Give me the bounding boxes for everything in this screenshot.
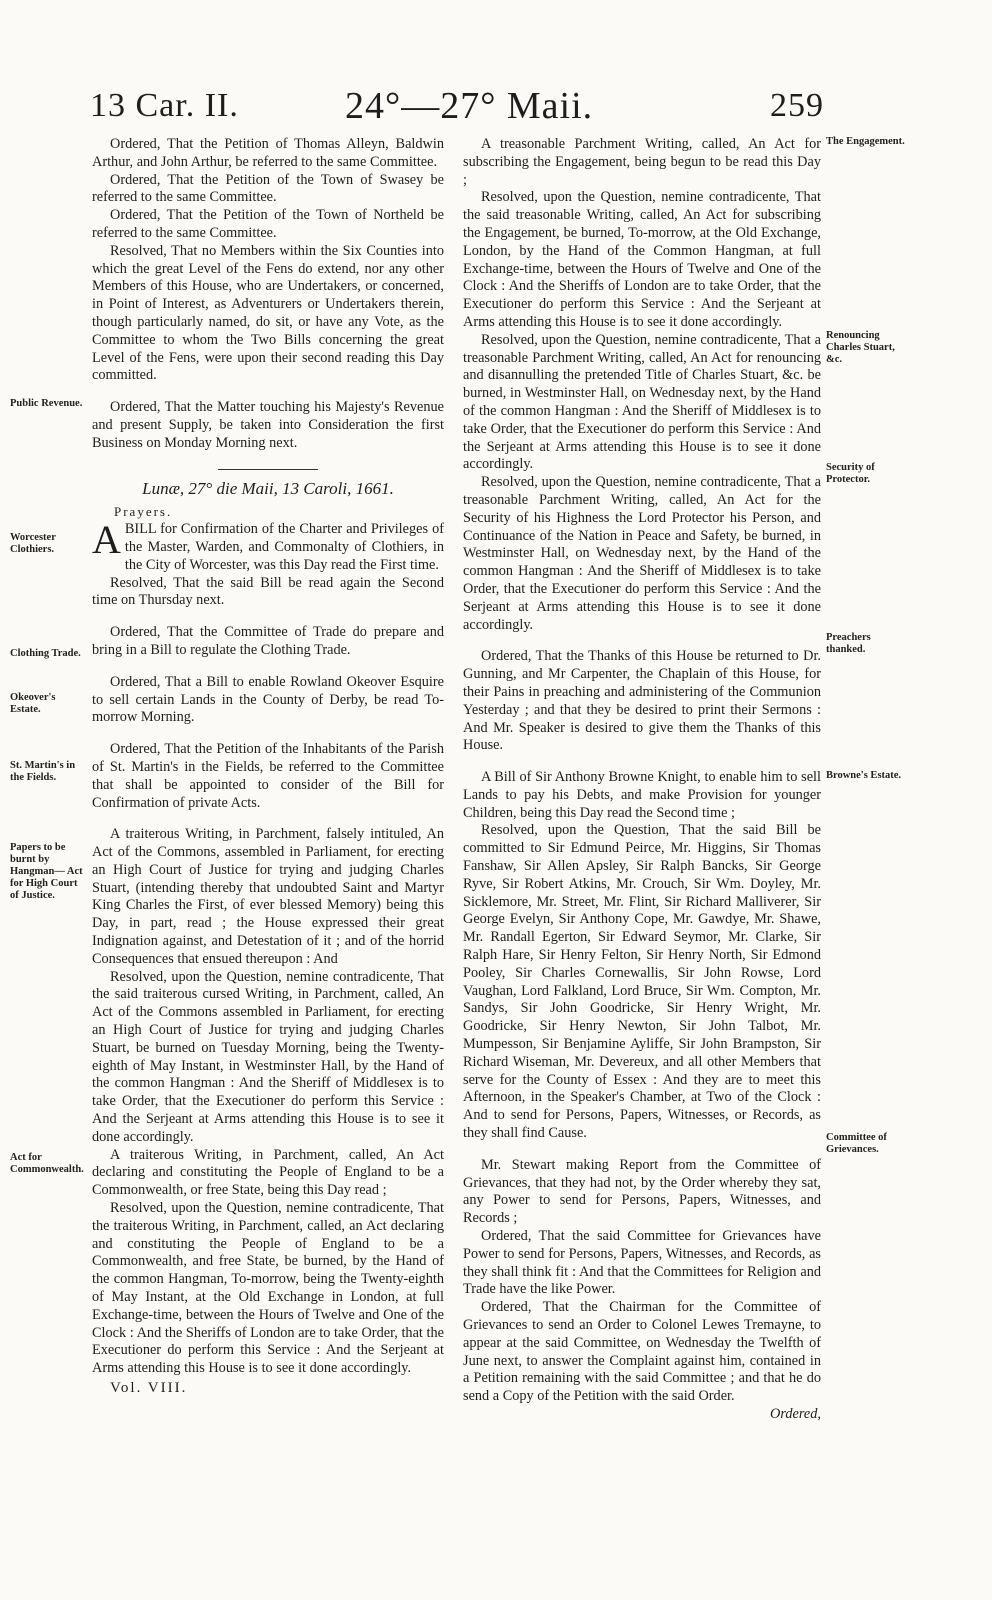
- paragraph: Ordered, That the Petition of Thomas Alleyn, Baldwin Arthur, and John Arthur, be referred to the same Committee.: [92, 136, 444, 170]
- paragraph: [92, 517, 444, 574]
- right-column: [463, 136, 821, 1424]
- paragraph: Ordered, That the Petition of the Town of Northeld be referred to the same Committee.: [92, 207, 444, 241]
- paragraph: Mr. Stewart making Report from the Committee of Grievances, that they had not, by the Order whereby they sat, any Power to send for Persons, Papers, Witnesses, and Records ;: [463, 1156, 821, 1227]
- prayers-heading: Prayers.: [114, 504, 173, 520]
- paragraph: Ordered, That a Bill to enable Rowland Okeover Esquire to sell certain Lands in the County of Derby, be read To-morrow Morning.: [92, 673, 444, 726]
- paragraph: Resolved, That the said Bill be read again the Second time on Thursday next.: [92, 574, 444, 609]
- paragraph: Ordered, That the Thanks of this House be returned to Dr. Gunning, and Mr Carpenter, the Chaplain of this House, for their Pains in preaching and administering of the Communion Yesterday ; and that they be desired to print their Sermons : And Mr. Speaker is desired to give them the Thanks of this House.: [463, 648, 821, 754]
- paragraph: Ordered, That the Petition of the Inhabitants of the Parish of St. Martin's in the Fields, be referred to the Committee that shall be appointed to consider of the Bill for Confirmation of private Acts.: [92, 741, 444, 811]
- paragraph: Resolved, upon the Question, nemine contradicente, That the traiterous Writing, in Parchment, called, an Act declaring and constituting the People of England to be a Commonwealth, and free State, be burned, by the Hand of the common Hangman, To-morrow, being the Twenty-eighth of May Instant, at the Old Exchange in London, at full Exchange-time, between the Hours of Twelve and One of the Clock : And the Sheriffs of London are to take Order, that the Executioner do perform this Service : And the Serjeant at Arms attending this House is to see it done accordingly.: [92, 1200, 444, 1377]
- catchword-text: Ordered,: [770, 1405, 821, 1422]
- page-number: 259: [770, 87, 824, 124]
- running-head-dates: 24°—27° Maii.: [345, 85, 594, 127]
- paragraph: Resolved, upon the Question, nemine contradicente, That a treasonable Parchment Writing, called, An Act for the Security of his Highness the Lord Protector his Person, and Continuance of the Nation in Peace and Safety, be burned, in Westminster Hall, on Wednesday next, by the Hand of the common Hangman : And the Sheriff of Middlesex is to take Order, that the Executioner do perform this Service : And the Serjeant at Arms attending this House is to see it done accordingly.: [463, 474, 821, 633]
- paragraph: Ordered, That the Petition of the Town of Swasey be referred to the same Committee.: [92, 171, 444, 206]
- volume-footer: Vol. VIII.: [110, 1380, 188, 1396]
- paragraph: Resolved, upon the Question, nemine contradicente, That the said traiterous cursed Writing, in Parchment, called, An Act of the Commons assembled in Parliament, for erecting an High Court of Justice for trying and judging Charles Stuart, be burned on Tuesday Morning, being the Twenty-eighth of May Instant, in Westminster Hall, by the Hand of the common Hangman : And the Sheriff of Middlesex is to take Order, that the Executioner do perform this Service : And the Serjeant at Arms attending this House is to see it done accordingly.: [92, 968, 444, 1145]
- margin-note-renouncing: Renouncing Charles Stuart, &c.: [826, 330, 895, 365]
- margin-note-grievances: Committee of Grievances.: [826, 1132, 887, 1155]
- paragraph: A traiterous Writing, in Parchment, called, An Act declaring and constituting the People of England to be a Commonwealth, or free State, being this Day read ;: [92, 1146, 444, 1199]
- margin-note-clothing-trade: Clothing Trade.: [10, 648, 81, 659]
- paragraph: Ordered, That the said Committee for Grievances have Power to send for Persons, Papers, Witnesses, and Records, as they shall think fit : And that the Committees for Religion and Trade have the like Power.: [463, 1228, 821, 1298]
- margin-note-commonwealth: Act for Commonwealth.: [10, 1152, 84, 1175]
- section-divider: [218, 469, 318, 470]
- paragraph: A traiterous Writing, in Parchment, falsely intituled, An Act of the Commons, assembled in Parliament, for erecting an High Court of Justice for trying and judging Charles Stuart, (intending thereby that undoubted Saint and Martyr King Charles the First, of ever blessed Memory) being this Day, in part, read ; the House expressed their great Indignation against, and Detestation of it ; and of the horrid Consequences that ensued thereupon : And: [92, 826, 444, 967]
- margin-note-browne-estate: Browne's Estate.: [826, 770, 902, 781]
- running-head-reign: 13 Car. II.: [90, 87, 239, 124]
- left-column: [92, 136, 444, 1398]
- paragraph-text: BILL for Confirmation of the Charter and Privileges of the Master, Warden, and Commonalty of Clothiers, in the City of Worcester, was this Day read the First time.: [124, 521, 444, 573]
- sitting-dateline: Lunæ, 27° die Maii, 13 Caroli, 1661.: [142, 478, 394, 498]
- margin-note-engagement: The Engagement.: [826, 136, 905, 147]
- paragraph: A treasonable Parchment Writing, called, An Act for subscribing the Engagement, being begun to be read this Day ;: [463, 136, 821, 188]
- margin-note-security: Security of Protector.: [826, 462, 875, 485]
- paragraph: Ordered, That the Committee of Trade do prepare and bring in a Bill to regulate the Clothing Trade.: [92, 624, 444, 658]
- paragraph: Ordered, That the Matter touching his Majesty's Revenue and present Supply, be taken into Consideration the first Business on Monday Morning next.: [92, 399, 444, 451]
- paragraph: Resolved, upon the Question, nemine contradicente, That a treasonable Parchment Writing, called, An Act for renouncing and disannulling the pretended Title of Charles Stuart, &c. be burned, in Westminster Hall, on Wednesday next, by the Hand of the common Hangman : And the Sheriff of Middlesex is to take Order, that the Executioner do perform this Service : And the Serjeant at Arms attending this House is to see it done accordingly.: [463, 331, 821, 473]
- paragraph: Resolved, upon the Question, nemine contradicente, That the said treasonable Writing, called, An Act for subscribing the Engagement, be burned, To-morrow, at the Old Exchange, London, by the Hand of the Common Hangman, at full Exchange-time, between the Hours of Twelve and One of the Clock : And the Sheriffs of London are to take Order, that the Executioner do perform this Service : And the Serjeant at Arms attending this House is to see it done accordingly.: [463, 189, 821, 330]
- paragraph: Ordered, That the Chairman for the Committee of Grievances to send an Order to Colonel Lewes Tremayne, to appear at the said Committee, on Wednesday the Twelfth of June next, to answer the Complaint against him, contained in a Petition remaining with the said Committee ; and that he do send a Copy of the Petition with the said Order.: [463, 1299, 821, 1405]
- margin-note-st-martins: St. Martin's in the Fields.: [10, 760, 76, 783]
- paragraph: A Bill of Sir Anthony Browne Knight, to enable him to sell Lands to pay his Debts, and make Provision for younger Children, being this Day read the Second time ;: [463, 769, 821, 821]
- drop-cap: A: [92, 517, 121, 563]
- paragraph: Resolved, That no Members within the Six Counties into which the great Level of the Fens do extend, nor any other Members of this House, who are Undertakers, or concerned, in Point of Interest, as Adventurers or Undertakers therein, though particularly named, do sit, or have any Vote, as the Committee to whom the Two Bills concerning the great Level of the Fens, were upon their second reading this Day committed.: [92, 242, 444, 384]
- margin-note-papers-burnt: Papers to be burnt by Hangman— Act for High Court of Justice.: [10, 842, 83, 901]
- margin-note-worcester-clothiers: Worcester Clothiers.: [10, 532, 56, 555]
- paragraph: Resolved, upon the Question, That the said Bill be committed to Sir Edmund Peirce, Mr. Higgins, Sir Thomas Fanshaw, Sir Allen Apsley, Sir Ralph Bancks, Sir George Ryve, Sir Robert Atkins, Mr. Crouch, Sir Wm. Doyley, Mr. Sicklemore, Mr. Street, Mr. Flint, Sir Richard Malliverer, Sir George Evelyn, Sir Anthony Cope, Mr. Gawdye, Mr. Shawe, Mr. Randall Egerton, Sir Edward Seymor, Mr. Clarke, Sir Ralph Hare, Sir Henry Felton, Sir Henry North, Sir Edmond Pooley, Sir Charles Cornewallis, Sir John Rowse, Lord Vaughan, Lord Falkland, Lord Bruce, Sir Wm. Compton, Mr. Sandys, Sir John Goodricke, Sir Henry Wright, Mr. Goodricke, Sir Henry Newton, Sir John Talbot, Mr. Mumpesson, Sir Benjamine Ayliffe, Sir John Brampston, Sir Richard Wiseman, Mr. Devereux, and all other Members that serve for the County of Essex : And they are to meet this Afternoon, in the Speaker's Chamber, at Two of the Clock : And to send for Persons, Papers, Witnesses, or Records, as they shall find Cause.: [463, 822, 821, 1142]
- margin-note-okeover-estate: Okeover's Estate.: [10, 692, 56, 715]
- catchword: [463, 1406, 821, 1424]
- margin-note-preachers: Preachers thanked.: [826, 632, 871, 655]
- margin-note-public-revenue: Public Revenue.: [10, 398, 83, 409]
